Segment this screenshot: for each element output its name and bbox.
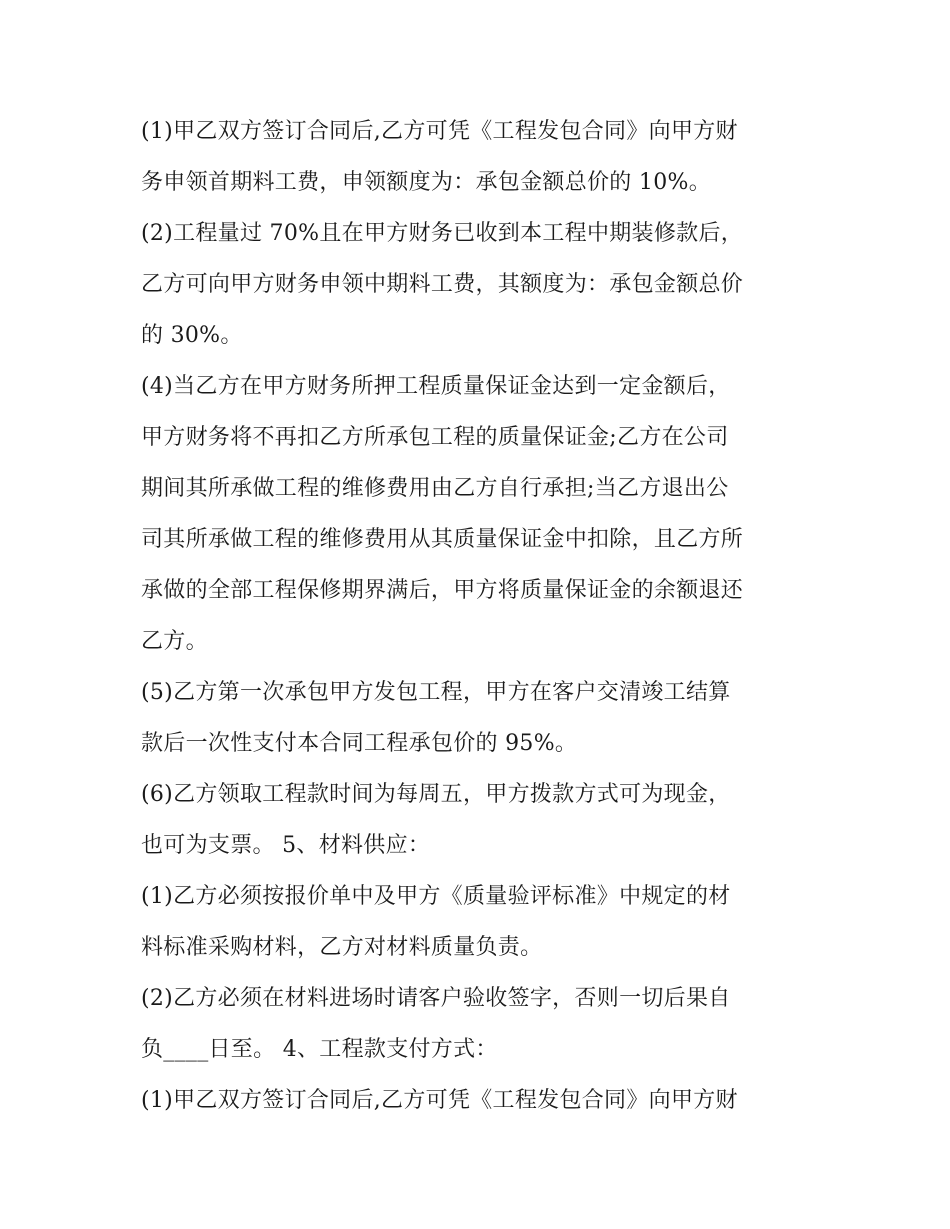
text-line: (2)乙方必须在材料进场时请客户验收签字，否则一切后果自 xyxy=(141,986,731,1011)
text-line: 乙方可向甲方财务申领中期料工费，其额度为：承包金额总价 xyxy=(141,272,744,297)
text-line: (1)甲乙双方签订合同后,乙方可凭《工程发包合同》向甲方财 xyxy=(141,1088,738,1113)
text-line: 乙方。 xyxy=(141,629,208,654)
text-line: 务申领首期料工费，申领额度为：承包金额总价的 10%。 xyxy=(141,170,711,195)
text-line: 司其所承做工程的维修费用从其质量保证金中扣除，且乙方所 xyxy=(141,527,744,552)
text-line: (1)甲乙双方签订合同后,乙方可凭《工程发包合同》向甲方财 xyxy=(141,119,738,144)
document-body xyxy=(141,106,821,1126)
text-line: (4)当乙方在甲方财务所押工程质量保证金达到一定金额后， xyxy=(141,374,731,399)
text-line: (5)乙方第一次承包甲方发包工程，甲方在客户交清竣工结算 xyxy=(141,680,731,705)
text-line: 也可为支票。 5、材料供应： xyxy=(141,833,431,858)
text-line: (2)工程量过 70%且在甲方财务已收到本工程中期装修款后， xyxy=(141,221,744,246)
text-line: 甲方财务将不再扣乙方所承包工程的质量保证金;乙方在公司 xyxy=(141,425,729,450)
text-line: 负____日至。 4、工程款支付方式： xyxy=(141,1037,498,1062)
text-line: 款后一次性支付本合同工程承包价的 95%。 xyxy=(141,731,578,756)
text-line: 料标准采购材料，乙方对材料质量负责。 xyxy=(141,935,543,960)
text-line: (1)乙方必须按报价单中及甲方《质量验评标准》中规定的材 xyxy=(141,884,731,909)
text-line: 的 30%。 xyxy=(141,323,243,348)
text-line: 期间其所承做工程的维修费用由乙方自行承担;当乙方退出公 xyxy=(141,476,729,501)
text-line: 承做的全部工程保修期界满后，甲方将质量保证金的余额退还 xyxy=(141,578,744,603)
text-line: (6)乙方领取工程款时间为每周五，甲方拨款方式可为现金， xyxy=(141,782,731,807)
